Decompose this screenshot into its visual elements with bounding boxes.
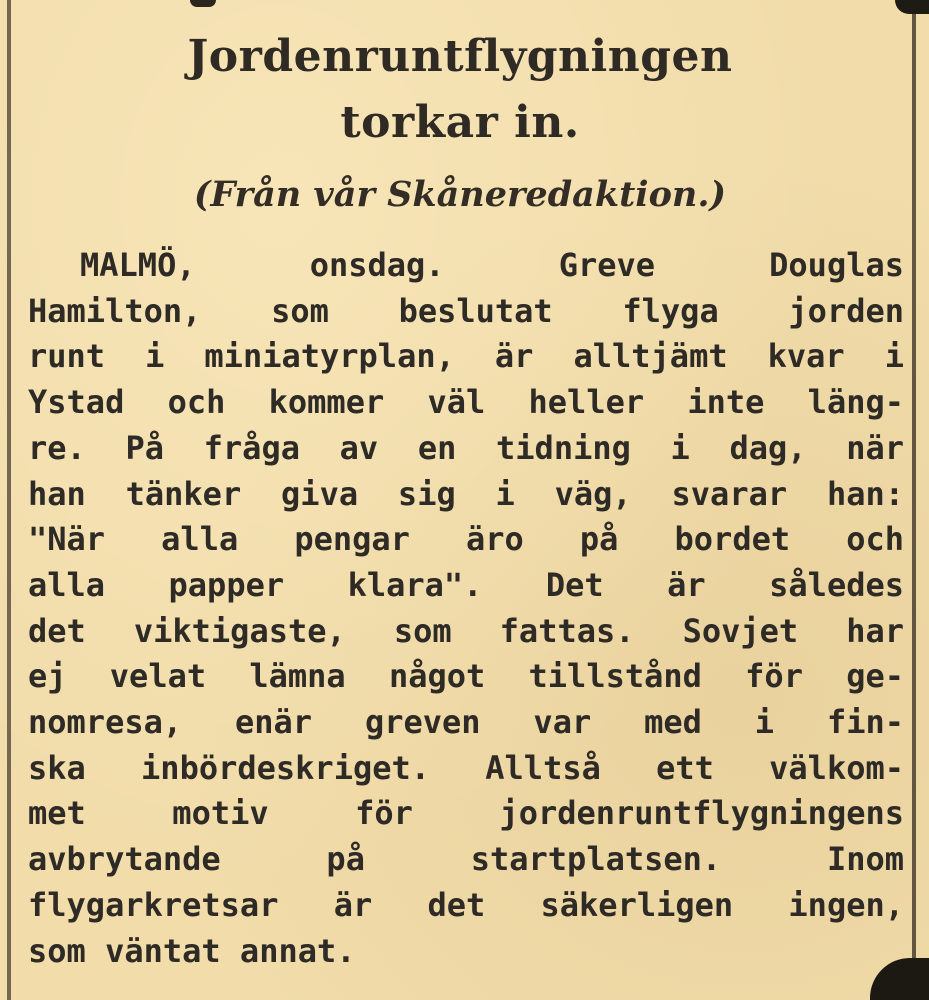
body-line: som väntat annat. <box>28 931 356 970</box>
body-line: MALMÖ, onsdag. Greve Douglas <box>80 246 904 284</box>
body-line: Ystad och kommer väl heller inte läng- <box>28 383 904 422</box>
body-line: det viktigaste, som fattas. Sovjet har <box>28 611 904 650</box>
body-line: runt i miniatyrplan, är alltjämt kvar i <box>28 337 904 376</box>
body-line: avbrytande på startplatsen. Inom <box>28 840 904 879</box>
body-line: han tänker giva sig i väg, svarar han: <box>28 474 904 513</box>
body-line: met motiv för jordenruntflygningens <box>28 794 904 833</box>
article-body <box>28 243 904 974</box>
torn-corner-top-right <box>895 0 929 14</box>
headline-line-1: Jordenruntflygningen <box>187 31 733 82</box>
headline-line-2: torkar in. <box>340 97 580 148</box>
body-line: ska inbördeskriget. Alltså ett välkom- <box>28 748 904 787</box>
body-line: re. På fråga av en tidning i dag, när <box>28 428 904 467</box>
clipping-right-edge <box>912 0 916 1000</box>
clipping-left-edge <box>7 0 11 1000</box>
body-line: nomresa, enär greven var med i fin- <box>28 703 904 742</box>
body-line: Hamilton, som beslutat flyga jorden <box>28 291 904 330</box>
article-headline <box>20 24 900 156</box>
article-byline: (Från vår Skåneredaktion.) <box>193 174 727 215</box>
body-line: "När alla pengar äro på bordet och <box>28 520 904 559</box>
body-line: flygarkretsar är det säkerligen ingen, <box>28 885 904 924</box>
body-line: ej velat lämna något tillstånd för ge- <box>28 657 904 696</box>
torn-corner-top <box>190 0 216 7</box>
body-line: alla papper klara". Det är således <box>28 565 904 604</box>
